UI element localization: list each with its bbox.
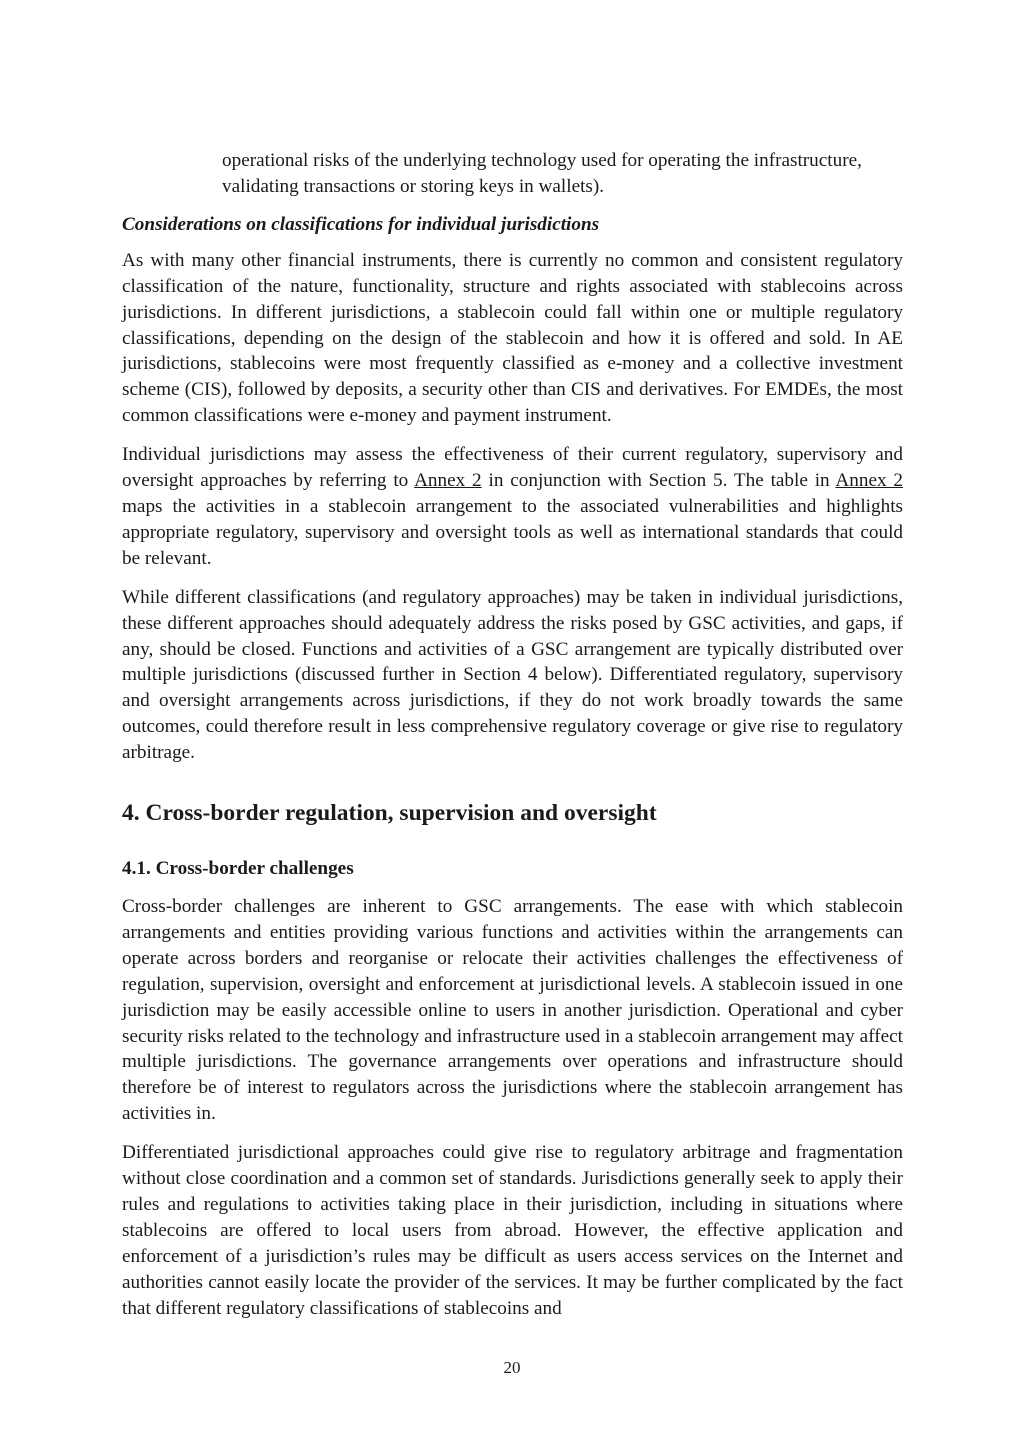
- considerations-heading: Considerations on classifications for individual jurisdictions: [122, 213, 600, 235]
- paragraph-differentiated: Differentiated jurisdictional approaches could give rise to regulatory arbitrage and fragmentation without close coordination and a common set of standards. Jurisdictions generally seek to apply their rules and regulations to activities taking place in their jurisdiction, including in situations where stablecoins are offered to local users from abroad. However, the effective application and enforcement of a jurisdiction’s rules may be difficult as users access services on the Internet and authorities cannot easily locate the provider of the services. It may be further complicated by the fact that different regulatory classifications of stablecoins and: [122, 1142, 903, 1319]
- section-heading: 4. Cross-border regulation, supervision and oversight: [122, 800, 657, 827]
- subsection-heading: 4.1. Cross-border challenges: [122, 858, 354, 880]
- paragraph-approaches: While different classifications (and regulatory approaches) may be taken in individual jurisdictions, these different approaches should adequately address the risks posed by GSC activities, and gaps, if any, should be closed. Functions and activities of a GSC arrangement are typically distributed over multiple jurisdictions (discussed further in Section 4 below). Differentiated regulatory, supervisory and oversight arrangements across jurisdictions, if they do not work broadly towards the same outcomes, could therefore result in less comprehensive regulatory coverage or give rise to regulatory arbitrage.: [122, 586, 903, 764]
- paragraph-annex-text-1: Individual jurisdictions may assess the effectiveness of their current regulatory, supervisory and oversight approaches by referring to: [122, 444, 903, 492]
- annex-2-link[interactable]: Annex 2: [414, 470, 482, 492]
- paragraph-cross-border: Cross-border challenges are inherent to GSC arrangements. The ease with which stablecoin arrangements and entities providing various functions and activities within the arrangements can operate across borders and reorganise or relocate their activities challenges the effectiveness of regulation, supervision, oversight and enforcement at jurisdictional levels. A stablecoin issued in one jurisdiction may be easily accessible online to users in another jurisdiction. Operational and cyber security risks related to the technology and infrastructure used in a stablecoin arrangement may affect multiple jurisdictions. The governance arrangements over operations and infrastructure should therefore be of interest to regulators across the jurisdictions where the stablecoin arrangement has activities in.: [122, 896, 903, 1125]
- page-content: [122, 148, 903, 1335]
- paragraph-annex: [122, 442, 903, 572]
- bullet-continuation: operational risks of the underlying technology used for operating the infrastructure, validating transactions or storing keys in wallets).: [222, 150, 862, 197]
- annex-2-link-second[interactable]: Annex 2: [835, 470, 903, 492]
- paragraph-classification: As with many other financial instruments, there is currently no common and consistent regulatory classification of the nature, functionality, structure and rights associated with stablecoins across jurisdictions. In different jurisdictions, a stablecoin could fall within one or multiple regulatory classifications, depending on the design of the stablecoin and how it is offered and sold. In AE jurisdictions, stablecoins were most frequently classified as e-money and a collective investment scheme (CIS), followed by deposits, a security other than CIS and derivatives. For EMDEs, the most common classifications were e-money and payment instrument.: [122, 249, 903, 427]
- page-number: 20: [503, 1358, 521, 1377]
- paragraph-annex-text-2: in conjunction with Section 5. The table in: [481, 470, 836, 492]
- paragraph-annex-text-3: maps the activities in a stablecoin arrangement to the associated vulnerabilities and highlights appropriate regulatory, supervisory and oversight tools as well as international standards that could be relevant.: [122, 495, 903, 569]
